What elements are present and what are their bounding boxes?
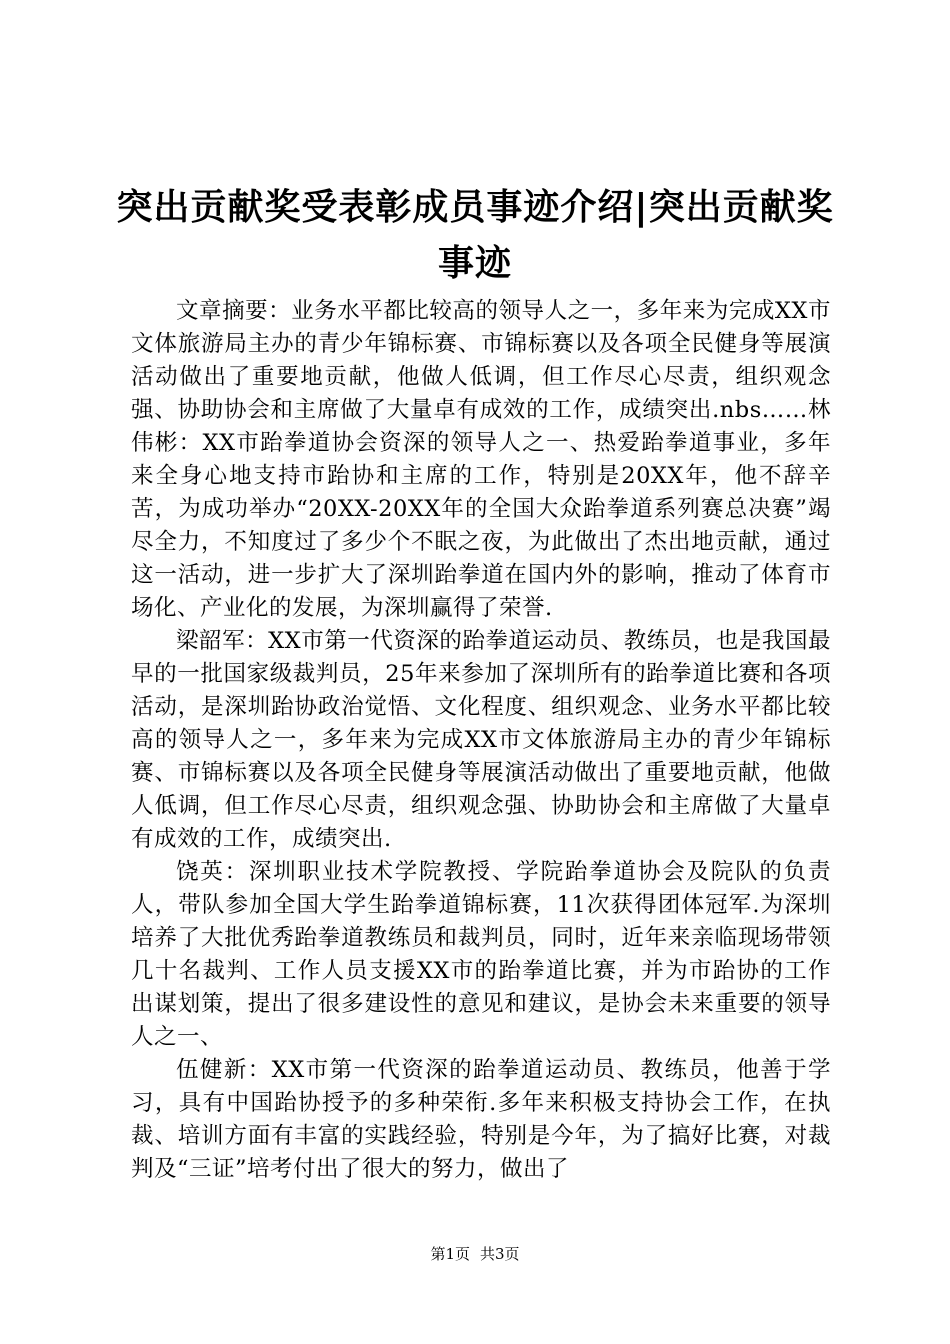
paragraph-wu-jianxin: 伍健新：XX市第一代资深的跆拳道运动员、教练员，他善于学习，具有中国跆协授予的多种荣衔.多年来积极支持协会工作，在执裁、培训方面有丰富的实践经验，特别是今年，为了搞好比赛，对裁判及“三证”培考付出了很大的努力，做出了 (131, 1057, 831, 1182)
page-number: 第1页 (430, 1245, 470, 1263)
paragraph-rao-ying: 饶英：深圳职业技术学院教授、学院跆拳道协会及院队的负责人，带队参加全国大学生跆拳道锦标赛，11次获得团体冠军.为深圳培养了大批优秀跆拳道教练员和裁判员，同时，近年来亲临现场带领几十名裁判、工作人员支援XX市的跆拳道比赛，并为市跆协的工作出谋划策，提出了很多建设性的意见和建议，是协会未来重要的领导人之一、 (131, 859, 831, 1050)
paragraph-summary: 文章摘要：业务水平都比较高的领导人之一，多年来为完成XX市文体旅游局主办的青少年锦标赛、市锦标赛以及各项全民健身等展演活动做出了重要地贡献，他做人低调，但工作尽心尽责，组织观念强、协助协会和主席做了大量卓有成效的工作，成绩突出.nbs……林伟彬：XX市跆拳道协会资深的领导人之一、热爱跆拳道事业，多年来全身心地支持市跆协和主席的工作，特别是20XX年，他不辞辛苦，为成功举办“20XX-20XX年的全国大众跆拳道系列赛总决赛”竭尽全力，不知度过了多少个不眠之夜，为此做出了杰出地贡献，通过这一活动，进一步扩大了深圳跆拳道在国内外的影响，推动了体育市场化、产业化的发展，为深圳赢得了荣誉. (131, 298, 831, 621)
page-footer (0, 1244, 950, 1264)
paragraph-liang-shaojun: 梁韶军：XX市第一代资深的跆拳道运动员、教练员，也是我国最早的一批国家级裁判员，25年来参加了深圳所有的跆拳道比赛和各项活动，是深圳跆协政治觉悟、文化程度、组织观念、业务水平都比较高的领导人之一，多年来为完成XX市文体旅游局主办的青少年锦标赛、市锦标赛以及各项全民健身等展演活动做出了重要地贡献，他做人低调，但工作尽心尽责，组织观念强、协助协会和主席做了大量卓有成效的工作，成绩突出. (131, 628, 831, 852)
document-title: 突出贡献奖受表彰成员事迹介绍|突出贡献奖事迹 (116, 187, 834, 284)
document-body (131, 295, 831, 1186)
page-total: 共3页 (480, 1245, 520, 1263)
